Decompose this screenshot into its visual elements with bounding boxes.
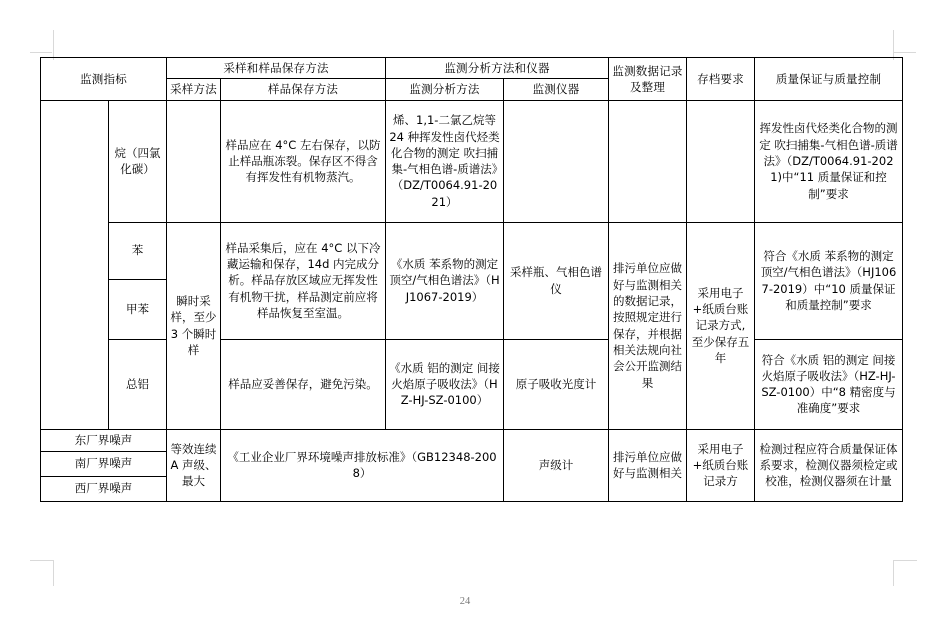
cell-indicator-benzene: 苯 bbox=[109, 222, 167, 279]
cell-sampling-method: 瞬时采样，至少 3 个瞬时样 bbox=[167, 222, 221, 429]
margin-guide-bottom-left-vertical bbox=[53, 560, 54, 586]
cell-indicator-west-boundary-noise: 西厂界噪声 bbox=[41, 476, 167, 501]
cell-analysis-standard: 《工业企业厂界环境噪声排放标准》（GB12348-2008） bbox=[221, 429, 504, 501]
margin-guide-top-right-horizontal bbox=[894, 52, 916, 53]
cell-data-record: 排污单位应做好与监测相关的数据记录，按照规定进行保存，并根据相关法规向社会公开监测结果 bbox=[609, 222, 687, 429]
cell-instrument: 原子吸收光度计 bbox=[504, 339, 609, 429]
cell-category-blank bbox=[41, 100, 109, 429]
cell-indicator-south-boundary-noise: 南厂界噪声 bbox=[41, 451, 167, 476]
cell-analysis-method: 烯、1,1-二氯乙烷等 24 种挥发性卤代烃类化合物的测定 吹扫捕集-气相色谱-质谱法》（DZ/T0064.91-2021） bbox=[386, 100, 504, 222]
monitoring-plan-table bbox=[40, 57, 903, 502]
header-data-record: 监测数据记录及整理 bbox=[609, 58, 687, 101]
margin-guide-top-right-vertical bbox=[893, 30, 894, 60]
header-analysis-method: 监测分析方法 bbox=[386, 79, 504, 100]
cell-quality-control: 符合《水质 苯系物的测定 顶空/气相色谱法》（HJ1067-2019）中“10 质量保证和质量控制”要求 bbox=[755, 222, 903, 339]
header-archive: 存档要求 bbox=[687, 58, 755, 101]
page-number: 24 bbox=[459, 596, 471, 607]
cell-indicator-toluene: 甲苯 bbox=[109, 279, 167, 339]
cell-archive-blank bbox=[687, 100, 755, 222]
margin-guide-top-left-horizontal bbox=[30, 52, 52, 53]
cell-quality-control: 检测过程应符合质量保证体系要求，检测仪器须检定或校准，检测仪器须在计量 bbox=[755, 429, 903, 501]
table-row bbox=[41, 222, 903, 279]
header-indicator: 监测指标 bbox=[41, 58, 167, 101]
header-sampling-group: 采样和样品保存方法 bbox=[167, 58, 386, 79]
cell-quality-control: 挥发性卤代烃类化合物的测定 吹扫捕集-气相色谱-质谱法》（DZ/T0064.91-2021)中“11 质量保证和控制”要求 bbox=[755, 100, 903, 222]
cell-analysis-method: 《水质 苯系物的测定 顶空/气相色谱法》（HJ1067-2019） bbox=[386, 222, 504, 339]
margin-guide-bottom-right-vertical bbox=[893, 560, 894, 586]
cell-archive: 采用电子+纸质台账记录方 bbox=[687, 429, 755, 501]
cell-data-record-blank bbox=[609, 100, 687, 222]
cell-sample-preservation: 样品应在 4°C 左右保存，以防止样品瓶冻裂。保存区不得含有挥发性有机物蒸汽。 bbox=[221, 100, 386, 222]
cell-instrument: 采样瓶、气相色谱仪 bbox=[504, 222, 609, 339]
table-row bbox=[41, 100, 903, 222]
cell-data-record: 排污单位应做好与监测相关 bbox=[609, 429, 687, 501]
cell-sampling-method-blank bbox=[167, 100, 221, 222]
header-sampling-method: 采样方法 bbox=[167, 79, 221, 100]
header-analysis-group: 监测分析方法和仪器 bbox=[386, 58, 609, 79]
header-quality: 质量保证与质量控制 bbox=[755, 58, 903, 101]
cell-quality-control: 符合《水质 铝的测定 间接火焰原子吸收法》（HZ-HJ-SZ-0100）中“8 精密度与准确度”要求 bbox=[755, 339, 903, 429]
document-page bbox=[40, 57, 902, 502]
cell-indicator-total-aluminium: 总铝 bbox=[109, 339, 167, 429]
cell-instrument-blank bbox=[504, 100, 609, 222]
cell-indicator-east-boundary-noise: 东厂界噪声 bbox=[41, 429, 167, 451]
cell-sample-preservation: 样品采集后，应在 4°C 以下冷藏运输和保存，14d 内完成分析。样品存放区域应无挥发性有机物干扰，样品测定前应将样品恢复至室温。 bbox=[221, 222, 386, 339]
table-row bbox=[41, 429, 903, 451]
header-sample-preservation: 样品保存方法 bbox=[221, 79, 386, 100]
margin-guide-bottom-left-horizontal bbox=[30, 560, 53, 561]
margin-guide-bottom-right-horizontal bbox=[894, 560, 917, 561]
cell-indicator-carbon-tetrachloride: 烷（四氯化碳） bbox=[109, 100, 167, 222]
cell-analysis-method: 《水质 铝的测定 间接火焰原子吸收法》（HZ-HJ-SZ-0100） bbox=[386, 339, 504, 429]
table-header-row-1 bbox=[41, 58, 903, 79]
cell-instrument: 声级计 bbox=[504, 429, 609, 501]
header-instrument: 监测仪器 bbox=[504, 79, 609, 100]
cell-archive: 采用电子+纸质台账记录方式,至少保存五年 bbox=[687, 222, 755, 429]
cell-sample-preservation: 样品应妥善保存，避免污染。 bbox=[221, 339, 386, 429]
margin-guide-top-left-vertical bbox=[53, 30, 54, 60]
cell-sampling-method: 等效连续 A 声级、最大 bbox=[167, 429, 221, 501]
